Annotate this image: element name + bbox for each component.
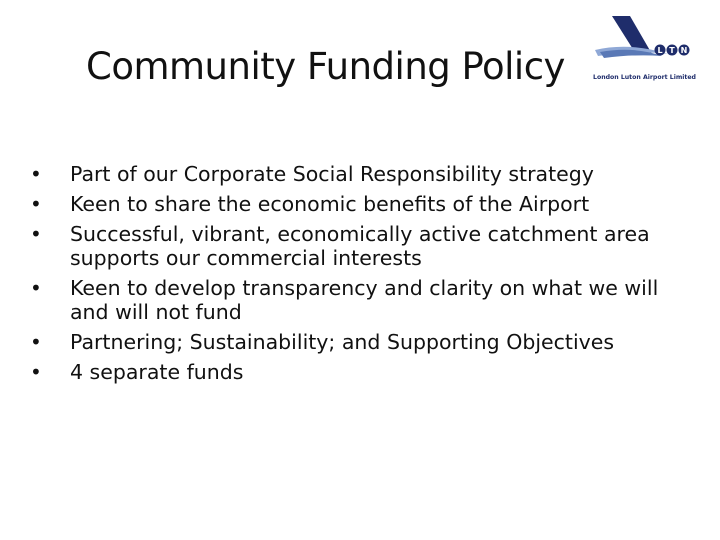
logo-letter-l: L xyxy=(657,45,663,55)
bullet-dot-icon: • xyxy=(30,222,42,246)
bullet-list xyxy=(30,162,690,390)
bullet-text: 4 separate funds xyxy=(70,360,244,384)
logo-letter-n: N xyxy=(680,45,688,55)
slide-title: Community Funding Policy xyxy=(86,45,565,88)
bullet-text: Successful, vibrant, economically active catchment area supports our commercial interests xyxy=(70,222,650,270)
bullet-dot-icon: • xyxy=(30,330,42,354)
bullet-item xyxy=(30,192,690,216)
airport-logo xyxy=(590,14,710,81)
bullet-text: Keen to share the economic benefits of the Airport xyxy=(70,192,590,216)
bullet-item xyxy=(30,276,690,324)
bullet-dot-icon: • xyxy=(30,162,42,186)
logo-company-name: London Luton Airport Limited xyxy=(593,74,696,81)
bullet-dot-icon: • xyxy=(30,360,42,384)
bullet-item xyxy=(30,330,690,354)
aircraft-tail-logo-icon xyxy=(590,14,710,74)
bullet-text: Part of our Corporate Social Responsibility strategy xyxy=(70,162,594,186)
bullet-item xyxy=(30,360,690,384)
bullet-text: Partnering; Sustainability; and Supporting Objectives xyxy=(70,330,615,354)
bullet-text: Keen to develop transparency and clarity on what we will and will not fund xyxy=(70,276,659,324)
bullet-dot-icon: • xyxy=(30,276,42,300)
bullet-dot-icon: • xyxy=(30,192,42,216)
logo-letter-t: T xyxy=(669,45,675,55)
bullet-item xyxy=(30,222,690,270)
bullet-item xyxy=(30,162,690,186)
